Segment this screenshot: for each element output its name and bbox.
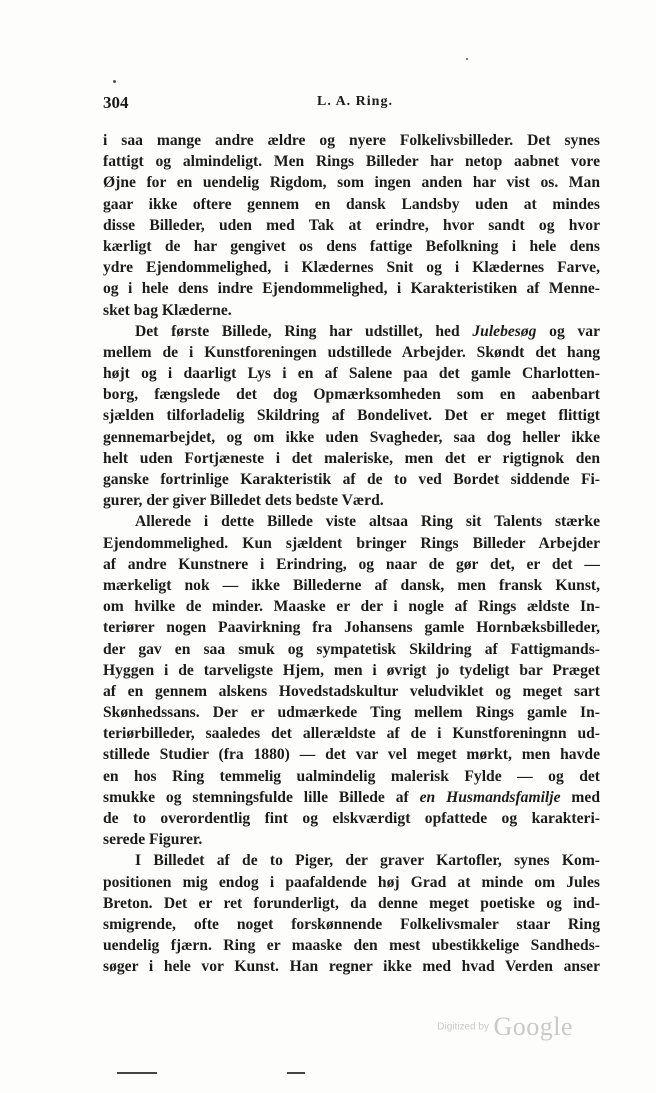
line-text: Det første Billede, Ring har udstillet, hed [135, 322, 460, 340]
text-line: gaar ikke oftere gennem en dansk Landsby uden at mindes [103, 195, 600, 213]
text-line: Ejendommelighed. Kun sjældent bringer Rings Billeder Arbejder [103, 534, 600, 552]
artwork-title-julebesog: Julebesøg [472, 322, 537, 340]
text-line: de to overordentlig fint og elskværdigt opfattede og karakteri- [103, 810, 600, 827]
digitized-by-google-watermark [437, 1012, 573, 1042]
paragraph-3 [103, 511, 600, 850]
text-line: højt og i daarligt Lys i en af Salene paa det gamle Charlotten- [103, 365, 600, 383]
text-line: Skønhedssans. Der er udmærkede Ting mellem Rings gamle In- [103, 704, 600, 722]
text-line: I Billedet af de to Piger, der graver Kartofler, synes Kom- [135, 852, 600, 870]
text-line: Allerede i dette Billede viste altsaa Ring sit Talents stærke [135, 513, 600, 531]
line-text: med [571, 788, 600, 806]
text-line: stillede Studier (fra 1880) — det var vel meget mørkt, men havde [103, 746, 600, 764]
text-line: positionen mig endog i paafaldende høj Grad at minde om Jules [103, 873, 600, 891]
text-line: Breton. Det er ret forunderligt, da denne meget poetiske og ind- [103, 894, 600, 912]
footer-rule [287, 1072, 305, 1074]
text-line: serede Figurer. [103, 831, 203, 849]
text-line: Øjne for en uendelig Rigdom, som ingen anden har vist os. Man [103, 174, 600, 192]
text-line: teriørbilleder, saaledes det allerældste af de i Kunstforeningnn ud- [103, 725, 600, 743]
text-line: søger i hele vor Kunst. Han regner ikke med hvad Verden anser [103, 958, 600, 976]
text-line: i saa mange andre ældre og nyere Folkelivsbilleder. Det synes [103, 132, 600, 149]
text-line: og i hele dens indre Ejendommelighed, i Karakteristiken af Menne- [103, 280, 600, 298]
line-text: og var [549, 322, 600, 340]
watermark-prefix: Digitized by [437, 1021, 489, 1033]
text-line: der gav en saa smuk og sympatetisk Skildring af Fattigmands- [103, 640, 600, 658]
text-line: Hyggen i de tarveligste Hjem, men i øvrigt jo tydeligt bar Præget [103, 661, 600, 679]
text-line: af andre Kunstnere i Erindring, og naar de gør det, er det — [103, 555, 600, 573]
text-line: teriører nogen Paavirkning fra Johansens gamle Hornbæksbilleder, [103, 619, 600, 637]
artwork-title-husmandsfamilje: en Husmandsfamilje [419, 788, 561, 806]
paragraph-4 [103, 850, 600, 977]
text-line [103, 321, 600, 342]
text-line: sjælden tilforladelig Skildring af Bondelivet. Det er meget flittigt [103, 407, 600, 425]
print-speck [466, 58, 468, 60]
text-line: fattigt og almindeligt. Men Rings Billeder har netop aabnet vore [103, 153, 600, 171]
paragraph-1 [103, 130, 600, 321]
text-line: ydre Ejendommelighed, i Klædernes Snit og i Klædernes Farve, [103, 259, 600, 277]
text-line [103, 787, 600, 808]
line-text: smukke og stemningsfulde lille Billede af [103, 788, 409, 806]
text-line: gurer, der giver Billedet dets bedste Værd. [103, 492, 384, 510]
google-logo: Google [493, 1012, 573, 1041]
text-line: smigrende, ofte noget forskønnende Folkelivsmaler staar Ring [103, 915, 600, 933]
text-line: mærkeligt nok — ikke Billederne af dansk, men fransk Kunst, [103, 576, 600, 594]
text-line: gennemarbejdet, og om ikke uden Svagheder, saa dog heller ikke [103, 428, 600, 446]
running-head: L. A. Ring. [317, 94, 393, 109]
text-line: helt uden Fortjæneste i det maleriske, men det er rigtignok den [103, 449, 600, 467]
text-line: kærligt de har gengivet os dens fattige Befolkning i hele dens [103, 237, 600, 255]
footer-rule [117, 1072, 157, 1074]
text-line: af en gennem alskens Hovedstadskultur veludviklet og meget sart [103, 682, 600, 700]
body-text [103, 130, 600, 978]
page-number: 304 [103, 93, 129, 112]
text-line: disse Billeder, uden med Tak at erindre, hvor sandt og hvor [103, 216, 600, 234]
text-line: ganske fortrinlige Karakteristik af de to ved Bordet siddende Fi- [103, 471, 600, 488]
paragraph-2 [103, 321, 600, 512]
print-speck [113, 80, 116, 83]
text-line: sket bag Klæderne. [103, 301, 232, 319]
page-header [103, 93, 600, 115]
text-line: om hvilke de minder. Maaske er der i nogle af Rings ældste In- [103, 598, 600, 616]
text-line: en hos Ring temmelig ualmindelig malerisk Fylde — og det [103, 767, 600, 785]
text-line: uendelig fjærn. Ring er maaske den mest ubestikkelige Sandheds- [103, 937, 600, 955]
text-line: borg, fængslede det dog Opmærksomheden som en aabenbart [103, 386, 600, 404]
text-line: mellem de i Kunstforeningen udstillede Arbejder. Skøndt det hang [103, 343, 600, 361]
